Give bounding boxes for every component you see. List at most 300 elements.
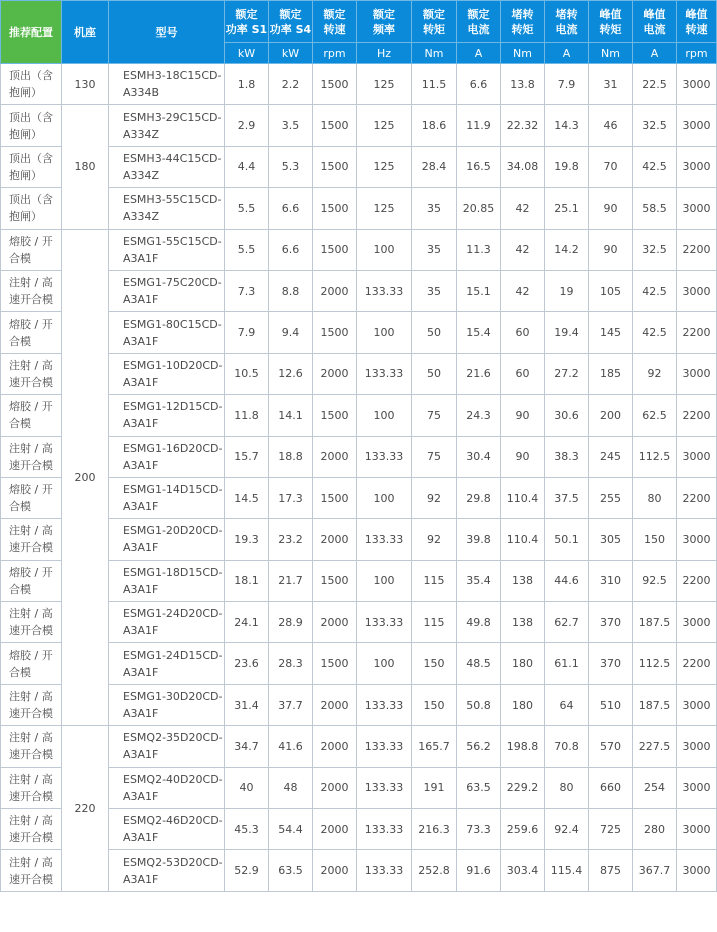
rated-torque-cell: 11.5: [412, 64, 457, 105]
rated-power-s1-cell: 34.7: [225, 726, 269, 767]
rated-power-s1-cell: 40: [225, 767, 269, 808]
rated-power-s1-cell: 31.4: [225, 684, 269, 725]
peak-current-cell: 42.5: [633, 270, 677, 311]
peak-current-cell: 112.5: [633, 643, 677, 684]
frame-cell: 200: [62, 229, 109, 726]
table-row: [1, 767, 717, 808]
rated-power-s1-cell: 24.1: [225, 602, 269, 643]
stall-torque-cell: 60: [501, 312, 545, 353]
rated-power-s1-cell: 52.9: [225, 850, 269, 891]
unit-rated-current: A: [457, 43, 501, 64]
rated-power-s4-cell: 28.9: [269, 602, 313, 643]
header-frame: 机座: [62, 1, 109, 64]
header-stall-current: 堵转 电流: [545, 1, 589, 43]
peak-current-cell: 187.5: [633, 684, 677, 725]
table-row: [1, 188, 717, 229]
unit-stall-torque: Nm: [501, 43, 545, 64]
peak-current-cell: 42.5: [633, 146, 677, 187]
unit-peak-torque: Nm: [589, 43, 633, 64]
peak-speed-cell: 3000: [677, 602, 717, 643]
header-rated-speed: 额定 转速: [313, 1, 357, 43]
table-row: [1, 809, 717, 850]
config-cell: 注射 / 高 速开合模: [1, 436, 62, 477]
rated-power-s1-cell: 5.5: [225, 188, 269, 229]
peak-speed-cell: 3000: [677, 809, 717, 850]
peak-torque-cell: 31: [589, 64, 633, 105]
stall-torque-cell: 90: [501, 436, 545, 477]
peak-speed-cell: 3000: [677, 436, 717, 477]
header-config: 推荐配置: [1, 1, 62, 64]
stall-current-cell: 61.1: [545, 643, 589, 684]
stall-current-cell: 19: [545, 270, 589, 311]
rated-speed-cell: 2000: [313, 602, 357, 643]
rated-current-cell: 49.8: [457, 602, 501, 643]
rated-power-s1-cell: 7.9: [225, 312, 269, 353]
stall-current-cell: 70.8: [545, 726, 589, 767]
stall-torque-cell: 138: [501, 602, 545, 643]
rated-power-s1-cell: 4.4: [225, 146, 269, 187]
peak-current-cell: 187.5: [633, 602, 677, 643]
stall-current-cell: 30.6: [545, 395, 589, 436]
peak-current-cell: 32.5: [633, 229, 677, 270]
rated-frequency-cell: 133.33: [357, 726, 412, 767]
peak-speed-cell: 3000: [677, 767, 717, 808]
header-rated-current: 额定 电流: [457, 1, 501, 43]
rated-torque-cell: 50: [412, 353, 457, 394]
peak-torque-cell: 200: [589, 395, 633, 436]
peak-torque-cell: 510: [589, 684, 633, 725]
rated-current-cell: 29.8: [457, 477, 501, 518]
model-cell: ESMG1-30D20CD- A3A1F: [109, 684, 225, 725]
peak-speed-cell: 3000: [677, 105, 717, 146]
rated-torque-cell: 191: [412, 767, 457, 808]
model-cell: ESMH3-29C15CD- A334Z: [109, 105, 225, 146]
unit-rated-frequency: Hz: [357, 43, 412, 64]
rated-torque-cell: 35: [412, 188, 457, 229]
rated-power-s4-cell: 48: [269, 767, 313, 808]
peak-current-cell: 62.5: [633, 395, 677, 436]
rated-current-cell: 11.3: [457, 229, 501, 270]
rated-power-s4-cell: 63.5: [269, 850, 313, 891]
config-cell: 熔胶 / 开 合模: [1, 395, 62, 436]
stall-current-cell: 64: [545, 684, 589, 725]
rated-current-cell: 16.5: [457, 146, 501, 187]
rated-speed-cell: 1500: [313, 64, 357, 105]
header-peak-current: 峰值 电流: [633, 1, 677, 43]
peak-current-cell: 42.5: [633, 312, 677, 353]
peak-torque-cell: 875: [589, 850, 633, 891]
peak-speed-cell: 2200: [677, 477, 717, 518]
config-cell: 注射 / 高 速开合模: [1, 850, 62, 891]
model-cell: ESMQ2-35D20CD- A3A1F: [109, 726, 225, 767]
config-cell: 注射 / 高 速开合模: [1, 602, 62, 643]
config-cell: 注射 / 高 速开合模: [1, 809, 62, 850]
stall-current-cell: 19.8: [545, 146, 589, 187]
model-cell: ESMG1-14D15CD- A3A1F: [109, 477, 225, 518]
rated-power-s4-cell: 18.8: [269, 436, 313, 477]
peak-current-cell: 227.5: [633, 726, 677, 767]
table-row: [1, 643, 717, 684]
rated-power-s4-cell: 17.3: [269, 477, 313, 518]
rated-power-s1-cell: 7.3: [225, 270, 269, 311]
rated-power-s4-cell: 3.5: [269, 105, 313, 146]
header-rated-power-s4: 额定 功率 S4: [269, 1, 313, 43]
rated-power-s4-cell: 23.2: [269, 519, 313, 560]
peak-speed-cell: 3000: [677, 684, 717, 725]
peak-torque-cell: 90: [589, 188, 633, 229]
stall-torque-cell: 90: [501, 395, 545, 436]
table-row: [1, 436, 717, 477]
model-cell: ESMG1-18D15CD- A3A1F: [109, 560, 225, 601]
rated-speed-cell: 2000: [313, 519, 357, 560]
model-cell: ESMG1-12D15CD- A3A1F: [109, 395, 225, 436]
peak-speed-cell: 3000: [677, 270, 717, 311]
rated-power-s1-cell: 1.8: [225, 64, 269, 105]
rated-speed-cell: 2000: [313, 270, 357, 311]
rated-frequency-cell: 133.33: [357, 519, 412, 560]
rated-current-cell: 21.6: [457, 353, 501, 394]
stall-current-cell: 25.1: [545, 188, 589, 229]
peak-speed-cell: 3000: [677, 850, 717, 891]
peak-torque-cell: 46: [589, 105, 633, 146]
peak-speed-cell: 3000: [677, 188, 717, 229]
rated-power-s4-cell: 6.6: [269, 229, 313, 270]
table-row: [1, 270, 717, 311]
stall-torque-cell: 60: [501, 353, 545, 394]
peak-torque-cell: 255: [589, 477, 633, 518]
peak-torque-cell: 370: [589, 643, 633, 684]
peak-torque-cell: 305: [589, 519, 633, 560]
rated-torque-cell: 115: [412, 560, 457, 601]
rated-current-cell: 15.1: [457, 270, 501, 311]
model-cell: ESMG1-20D20CD- A3A1F: [109, 519, 225, 560]
rated-speed-cell: 2000: [313, 436, 357, 477]
stall-torque-cell: 34.08: [501, 146, 545, 187]
stall-current-cell: 37.5: [545, 477, 589, 518]
rated-speed-cell: 1500: [313, 146, 357, 187]
config-cell: 注射 / 高 速开合模: [1, 519, 62, 560]
peak-speed-cell: 2200: [677, 560, 717, 601]
stall-current-cell: 62.7: [545, 602, 589, 643]
peak-current-cell: 92.5: [633, 560, 677, 601]
rated-speed-cell: 1500: [313, 105, 357, 146]
rated-current-cell: 39.8: [457, 519, 501, 560]
table-row: [1, 602, 717, 643]
rated-power-s4-cell: 12.6: [269, 353, 313, 394]
table-row: [1, 850, 717, 891]
header-rated-power-s1: 额定 功率 S1: [225, 1, 269, 43]
rated-speed-cell: 1500: [313, 643, 357, 684]
table-row: [1, 560, 717, 601]
peak-current-cell: 280: [633, 809, 677, 850]
peak-current-cell: 32.5: [633, 105, 677, 146]
table-row: [1, 519, 717, 560]
config-cell: 熔胶 / 开 合模: [1, 312, 62, 353]
rated-speed-cell: 2000: [313, 684, 357, 725]
table-row: [1, 229, 717, 270]
table-body: [1, 64, 717, 892]
stall-torque-cell: 110.4: [501, 519, 545, 560]
rated-torque-cell: 165.7: [412, 726, 457, 767]
rated-power-s4-cell: 28.3: [269, 643, 313, 684]
rated-power-s4-cell: 21.7: [269, 560, 313, 601]
peak-current-cell: 254: [633, 767, 677, 808]
stall-current-cell: 50.1: [545, 519, 589, 560]
peak-torque-cell: 145: [589, 312, 633, 353]
config-cell: 顶出（含 抱闸）: [1, 146, 62, 187]
rated-power-s1-cell: 11.8: [225, 395, 269, 436]
rated-power-s1-cell: 15.7: [225, 436, 269, 477]
rated-current-cell: 91.6: [457, 850, 501, 891]
stall-current-cell: 14.2: [545, 229, 589, 270]
header-peak-speed: 峰值 转速: [677, 1, 717, 43]
rated-current-cell: 11.9: [457, 105, 501, 146]
rated-power-s1-cell: 2.9: [225, 105, 269, 146]
config-cell: 熔胶 / 开 合模: [1, 229, 62, 270]
header-rated-frequency: 额定 频率: [357, 1, 412, 43]
rated-torque-cell: 35: [412, 229, 457, 270]
peak-speed-cell: 2200: [677, 395, 717, 436]
rated-power-s1-cell: 10.5: [225, 353, 269, 394]
stall-torque-cell: 42: [501, 270, 545, 311]
table-row: [1, 395, 717, 436]
peak-current-cell: 22.5: [633, 64, 677, 105]
peak-torque-cell: 70: [589, 146, 633, 187]
peak-current-cell: 150: [633, 519, 677, 560]
config-cell: 注射 / 高 速开合模: [1, 270, 62, 311]
rated-power-s4-cell: 37.7: [269, 684, 313, 725]
peak-speed-cell: 2200: [677, 229, 717, 270]
rated-power-s1-cell: 45.3: [225, 809, 269, 850]
peak-torque-cell: 245: [589, 436, 633, 477]
rated-current-cell: 35.4: [457, 560, 501, 601]
rated-current-cell: 6.6: [457, 64, 501, 105]
frame-cell: 130: [62, 64, 109, 105]
config-cell: 熔胶 / 开 合模: [1, 643, 62, 684]
stall-torque-cell: 42: [501, 229, 545, 270]
config-cell: 熔胶 / 开 合模: [1, 477, 62, 518]
header-stall-torque: 堵转 转矩: [501, 1, 545, 43]
rated-frequency-cell: 125: [357, 146, 412, 187]
rated-frequency-cell: 133.33: [357, 353, 412, 394]
table-row: [1, 477, 717, 518]
rated-power-s1-cell: 23.6: [225, 643, 269, 684]
frame-cell: 220: [62, 726, 109, 892]
peak-torque-cell: 185: [589, 353, 633, 394]
header-rated-torque: 额定 转矩: [412, 1, 457, 43]
rated-torque-cell: 75: [412, 395, 457, 436]
peak-speed-cell: 3000: [677, 64, 717, 105]
rated-frequency-cell: 100: [357, 643, 412, 684]
stall-torque-cell: 180: [501, 643, 545, 684]
model-cell: ESMG1-24D15CD- A3A1F: [109, 643, 225, 684]
stall-current-cell: 19.4: [545, 312, 589, 353]
rated-current-cell: 50.8: [457, 684, 501, 725]
model-cell: ESMH3-18C15CD- A334B: [109, 64, 225, 105]
peak-speed-cell: 3000: [677, 146, 717, 187]
rated-frequency-cell: 100: [357, 229, 412, 270]
stall-torque-cell: 198.8: [501, 726, 545, 767]
model-cell: ESMH3-55C15CD- A334Z: [109, 188, 225, 229]
rated-speed-cell: 2000: [313, 353, 357, 394]
model-cell: ESMQ2-40D20CD- A3A1F: [109, 767, 225, 808]
model-cell: ESMQ2-53D20CD- A3A1F: [109, 850, 225, 891]
rated-torque-cell: 216.3: [412, 809, 457, 850]
rated-frequency-cell: 100: [357, 312, 412, 353]
rated-speed-cell: 1500: [313, 188, 357, 229]
rated-power-s1-cell: 14.5: [225, 477, 269, 518]
config-cell: 注射 / 高 速开合模: [1, 767, 62, 808]
model-cell: ESMG1-80C15CD- A3A1F: [109, 312, 225, 353]
rated-frequency-cell: 125: [357, 105, 412, 146]
stall-torque-cell: 13.8: [501, 64, 545, 105]
frame-cell: 180: [62, 105, 109, 229]
stall-current-cell: 14.3: [545, 105, 589, 146]
table-row: [1, 726, 717, 767]
unit-stall-current: A: [545, 43, 589, 64]
config-cell: 熔胶 / 开 合模: [1, 560, 62, 601]
rated-torque-cell: 35: [412, 270, 457, 311]
rated-power-s4-cell: 6.6: [269, 188, 313, 229]
config-cell: 顶出（含 抱闸）: [1, 188, 62, 229]
stall-current-cell: 115.4: [545, 850, 589, 891]
rated-frequency-cell: 133.33: [357, 850, 412, 891]
stall-torque-cell: 180: [501, 684, 545, 725]
rated-speed-cell: 1500: [313, 312, 357, 353]
rated-frequency-cell: 133.33: [357, 602, 412, 643]
rated-current-cell: 56.2: [457, 726, 501, 767]
rated-current-cell: 24.3: [457, 395, 501, 436]
peak-current-cell: 80: [633, 477, 677, 518]
rated-current-cell: 73.3: [457, 809, 501, 850]
rated-speed-cell: 2000: [313, 726, 357, 767]
rated-frequency-cell: 133.33: [357, 767, 412, 808]
rated-torque-cell: 115: [412, 602, 457, 643]
unit-rated-speed: rpm: [313, 43, 357, 64]
rated-frequency-cell: 133.33: [357, 809, 412, 850]
header-model: 型号: [109, 1, 225, 64]
stall-current-cell: 44.6: [545, 560, 589, 601]
peak-speed-cell: 2200: [677, 643, 717, 684]
rated-speed-cell: 1500: [313, 477, 357, 518]
peak-torque-cell: 90: [589, 229, 633, 270]
model-cell: ESMG1-24D20CD- A3A1F: [109, 602, 225, 643]
rated-power-s4-cell: 2.2: [269, 64, 313, 105]
rated-power-s4-cell: 14.1: [269, 395, 313, 436]
table-row: [1, 64, 717, 105]
rated-current-cell: 63.5: [457, 767, 501, 808]
model-cell: ESMG1-16D20CD- A3A1F: [109, 436, 225, 477]
unit-peak-current: A: [633, 43, 677, 64]
rated-speed-cell: 2000: [313, 767, 357, 808]
rated-power-s4-cell: 8.8: [269, 270, 313, 311]
peak-torque-cell: 310: [589, 560, 633, 601]
rated-torque-cell: 75: [412, 436, 457, 477]
model-cell: ESMG1-10D20CD- A3A1F: [109, 353, 225, 394]
rated-torque-cell: 50: [412, 312, 457, 353]
rated-frequency-cell: 133.33: [357, 436, 412, 477]
rated-power-s4-cell: 9.4: [269, 312, 313, 353]
rated-frequency-cell: 125: [357, 64, 412, 105]
rated-frequency-cell: 100: [357, 560, 412, 601]
rated-power-s1-cell: 19.3: [225, 519, 269, 560]
stall-current-cell: 92.4: [545, 809, 589, 850]
stall-torque-cell: 42: [501, 188, 545, 229]
rated-torque-cell: 92: [412, 519, 457, 560]
peak-torque-cell: 660: [589, 767, 633, 808]
rated-power-s4-cell: 5.3: [269, 146, 313, 187]
peak-current-cell: 367.7: [633, 850, 677, 891]
table-row: [1, 684, 717, 725]
unit-rated-torque: Nm: [412, 43, 457, 64]
rated-frequency-cell: 125: [357, 188, 412, 229]
config-cell: 顶出（含 抱闸）: [1, 105, 62, 146]
rated-current-cell: 48.5: [457, 643, 501, 684]
stall-torque-cell: 303.4: [501, 850, 545, 891]
rated-power-s1-cell: 18.1: [225, 560, 269, 601]
peak-speed-cell: 3000: [677, 353, 717, 394]
config-cell: 注射 / 高 速开合模: [1, 353, 62, 394]
rated-current-cell: 20.85: [457, 188, 501, 229]
stall-torque-cell: 110.4: [501, 477, 545, 518]
rated-speed-cell: 2000: [313, 809, 357, 850]
stall-torque-cell: 138: [501, 560, 545, 601]
rated-speed-cell: 1500: [313, 395, 357, 436]
rated-speed-cell: 1500: [313, 560, 357, 601]
stall-torque-cell: 259.6: [501, 809, 545, 850]
table-row: [1, 353, 717, 394]
unit-peak-speed: rpm: [677, 43, 717, 64]
model-cell: ESMG1-75C20CD- A3A1F: [109, 270, 225, 311]
model-cell: ESMH3-44C15CD- A334Z: [109, 146, 225, 187]
config-cell: 注射 / 高 速开合模: [1, 726, 62, 767]
rated-power-s1-cell: 5.5: [225, 229, 269, 270]
peak-speed-cell: 2200: [677, 312, 717, 353]
config-cell: 顶出（含 抱闸）: [1, 64, 62, 105]
rated-frequency-cell: 133.33: [357, 270, 412, 311]
peak-speed-cell: 3000: [677, 726, 717, 767]
table-row: [1, 312, 717, 353]
peak-torque-cell: 105: [589, 270, 633, 311]
rated-speed-cell: 1500: [313, 229, 357, 270]
rated-frequency-cell: 133.33: [357, 684, 412, 725]
rated-torque-cell: 150: [412, 684, 457, 725]
stall-current-cell: 80: [545, 767, 589, 808]
rated-torque-cell: 252.8: [412, 850, 457, 891]
header-peak-torque: 峰值 转矩: [589, 1, 633, 43]
rated-power-s4-cell: 54.4: [269, 809, 313, 850]
stall-torque-cell: 22.32: [501, 105, 545, 146]
stall-current-cell: 38.3: [545, 436, 589, 477]
config-cell: 注射 / 高 速开合模: [1, 684, 62, 725]
peak-current-cell: 58.5: [633, 188, 677, 229]
stall-current-cell: 27.2: [545, 353, 589, 394]
peak-torque-cell: 570: [589, 726, 633, 767]
stall-torque-cell: 229.2: [501, 767, 545, 808]
rated-torque-cell: 18.6: [412, 105, 457, 146]
peak-current-cell: 112.5: [633, 436, 677, 477]
table-header: [1, 1, 717, 64]
rated-frequency-cell: 100: [357, 395, 412, 436]
peak-current-cell: 92: [633, 353, 677, 394]
rated-frequency-cell: 100: [357, 477, 412, 518]
peak-torque-cell: 370: [589, 602, 633, 643]
rated-current-cell: 15.4: [457, 312, 501, 353]
unit-rated-power-s1: kW: [225, 43, 269, 64]
rated-torque-cell: 92: [412, 477, 457, 518]
model-cell: ESMG1-55C15CD- A3A1F: [109, 229, 225, 270]
unit-rated-power-s4: kW: [269, 43, 313, 64]
